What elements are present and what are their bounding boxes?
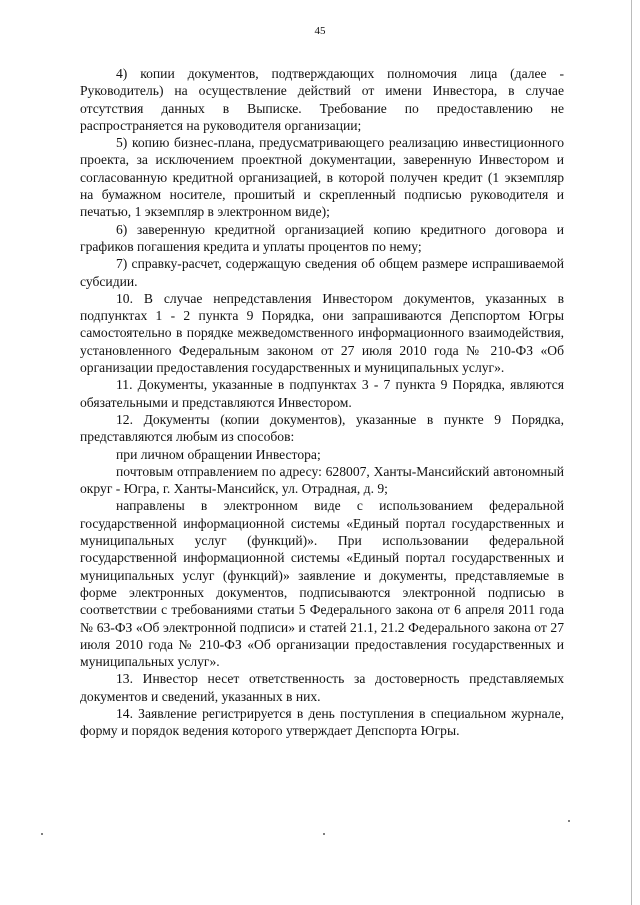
paragraph-item-4-copies-authority: 4) копии документов, подтверждающих полномочия лица (далее - Руководитель) на осуществление действий от имени Инвестора, в случае отсутствия данных в Выписке. Требование по предоставлению не распространяется на руководителя организации; (80, 66, 564, 133)
page-number: 45 (314, 25, 326, 37)
paragraph-section-11: 11. Документы, указанные в подпунктах 3 - 7 пункта 9 Порядка, являются обязательными и представляются Инвестором. (80, 377, 564, 410)
paragraph-method-electronic: направлены в электронном виде с использованием федеральной государственной информационной системы «Единый портал государственных и муниципальных услуг (функций)». При использовании федеральной государственной информационной системы «Единый портал государственных и муниципальных услуг (функций)» заявление и документы, представляемые в форме электронных документов, подписываются электронной подписью в соответствии с требованиями статьи 5 Федерального закона от 6 апреля 2011 года № 63-ФЗ «Об электронной подписи» и статей 21.1, 21.2 Федерального закона от 27 июля 2010 года № 210-ФЗ «Об организации предоставления государственных и муниципальных услуг». (80, 498, 564, 670)
paragraph-item-6-credit-agreement: 6) заверенную кредитной организацией копию кредитного договора и графиков погашения кредита и уплаты процентов по нему; (80, 221, 564, 254)
paragraph-section-14: 14. Заявление регистрируется в день поступления в специальном журнале, форму и порядок ведения которого утверждает Депспорта Югры. (80, 705, 564, 739)
paragraph-method-post: почтовым отправлением по адресу: 628007, Ханты-Мансийский автономный округ - Югра, г. Ханты-Мансийск, ул. Отрадная, д. 9; (80, 463, 564, 497)
paragraph-method-personal: при личном обращении Инвестора; (116, 446, 321, 462)
scan-edge-line (631, 0, 632, 905)
paragraph-item-5-business-plan: 5) копию бизнес-плана, предусматривающего реализацию инвестиционного проекта, за исключением проектной документации, заверенную Инвестором и согласованную кредитной организацией, в которой получен кредит (1 экземпляр на бумажном носителе, прошитый и скрепленный подписью руководителя и печатью, 1 экземпляр в электронном виде); (80, 135, 564, 220)
paragraph-section-10: 10. В случае непредставления Инвестором документов, указанных в подпунктах 1 - 2 пункта 9 Порядка, они запрашиваются Депспортом Югры самостоятельно в порядке межведомственного информационного взаимодействия, установленного Федеральным законом от 27 июля 2010 года № 210-ФЗ «Об организации предоставления государственных и муниципальных услуг». (80, 290, 564, 376)
scan-artifact-dot (568, 820, 570, 822)
paragraph-item-7-calculation: 7) справку-расчет, содержащую сведения об общем размере испрашиваемой субсидии. (80, 256, 564, 289)
scan-artifact-dot (323, 833, 325, 835)
paragraph-section-13: 13. Инвестор несет ответственность за достоверность представляемых документов и сведений, указанных в них. (80, 671, 564, 704)
paragraph-section-12: 12. Документы (копии документов), указанные в пункте 9 Порядка, представляются любым из способов: (80, 411, 564, 445)
scan-artifact-dot (41, 833, 43, 835)
document-body (80, 65, 564, 740)
